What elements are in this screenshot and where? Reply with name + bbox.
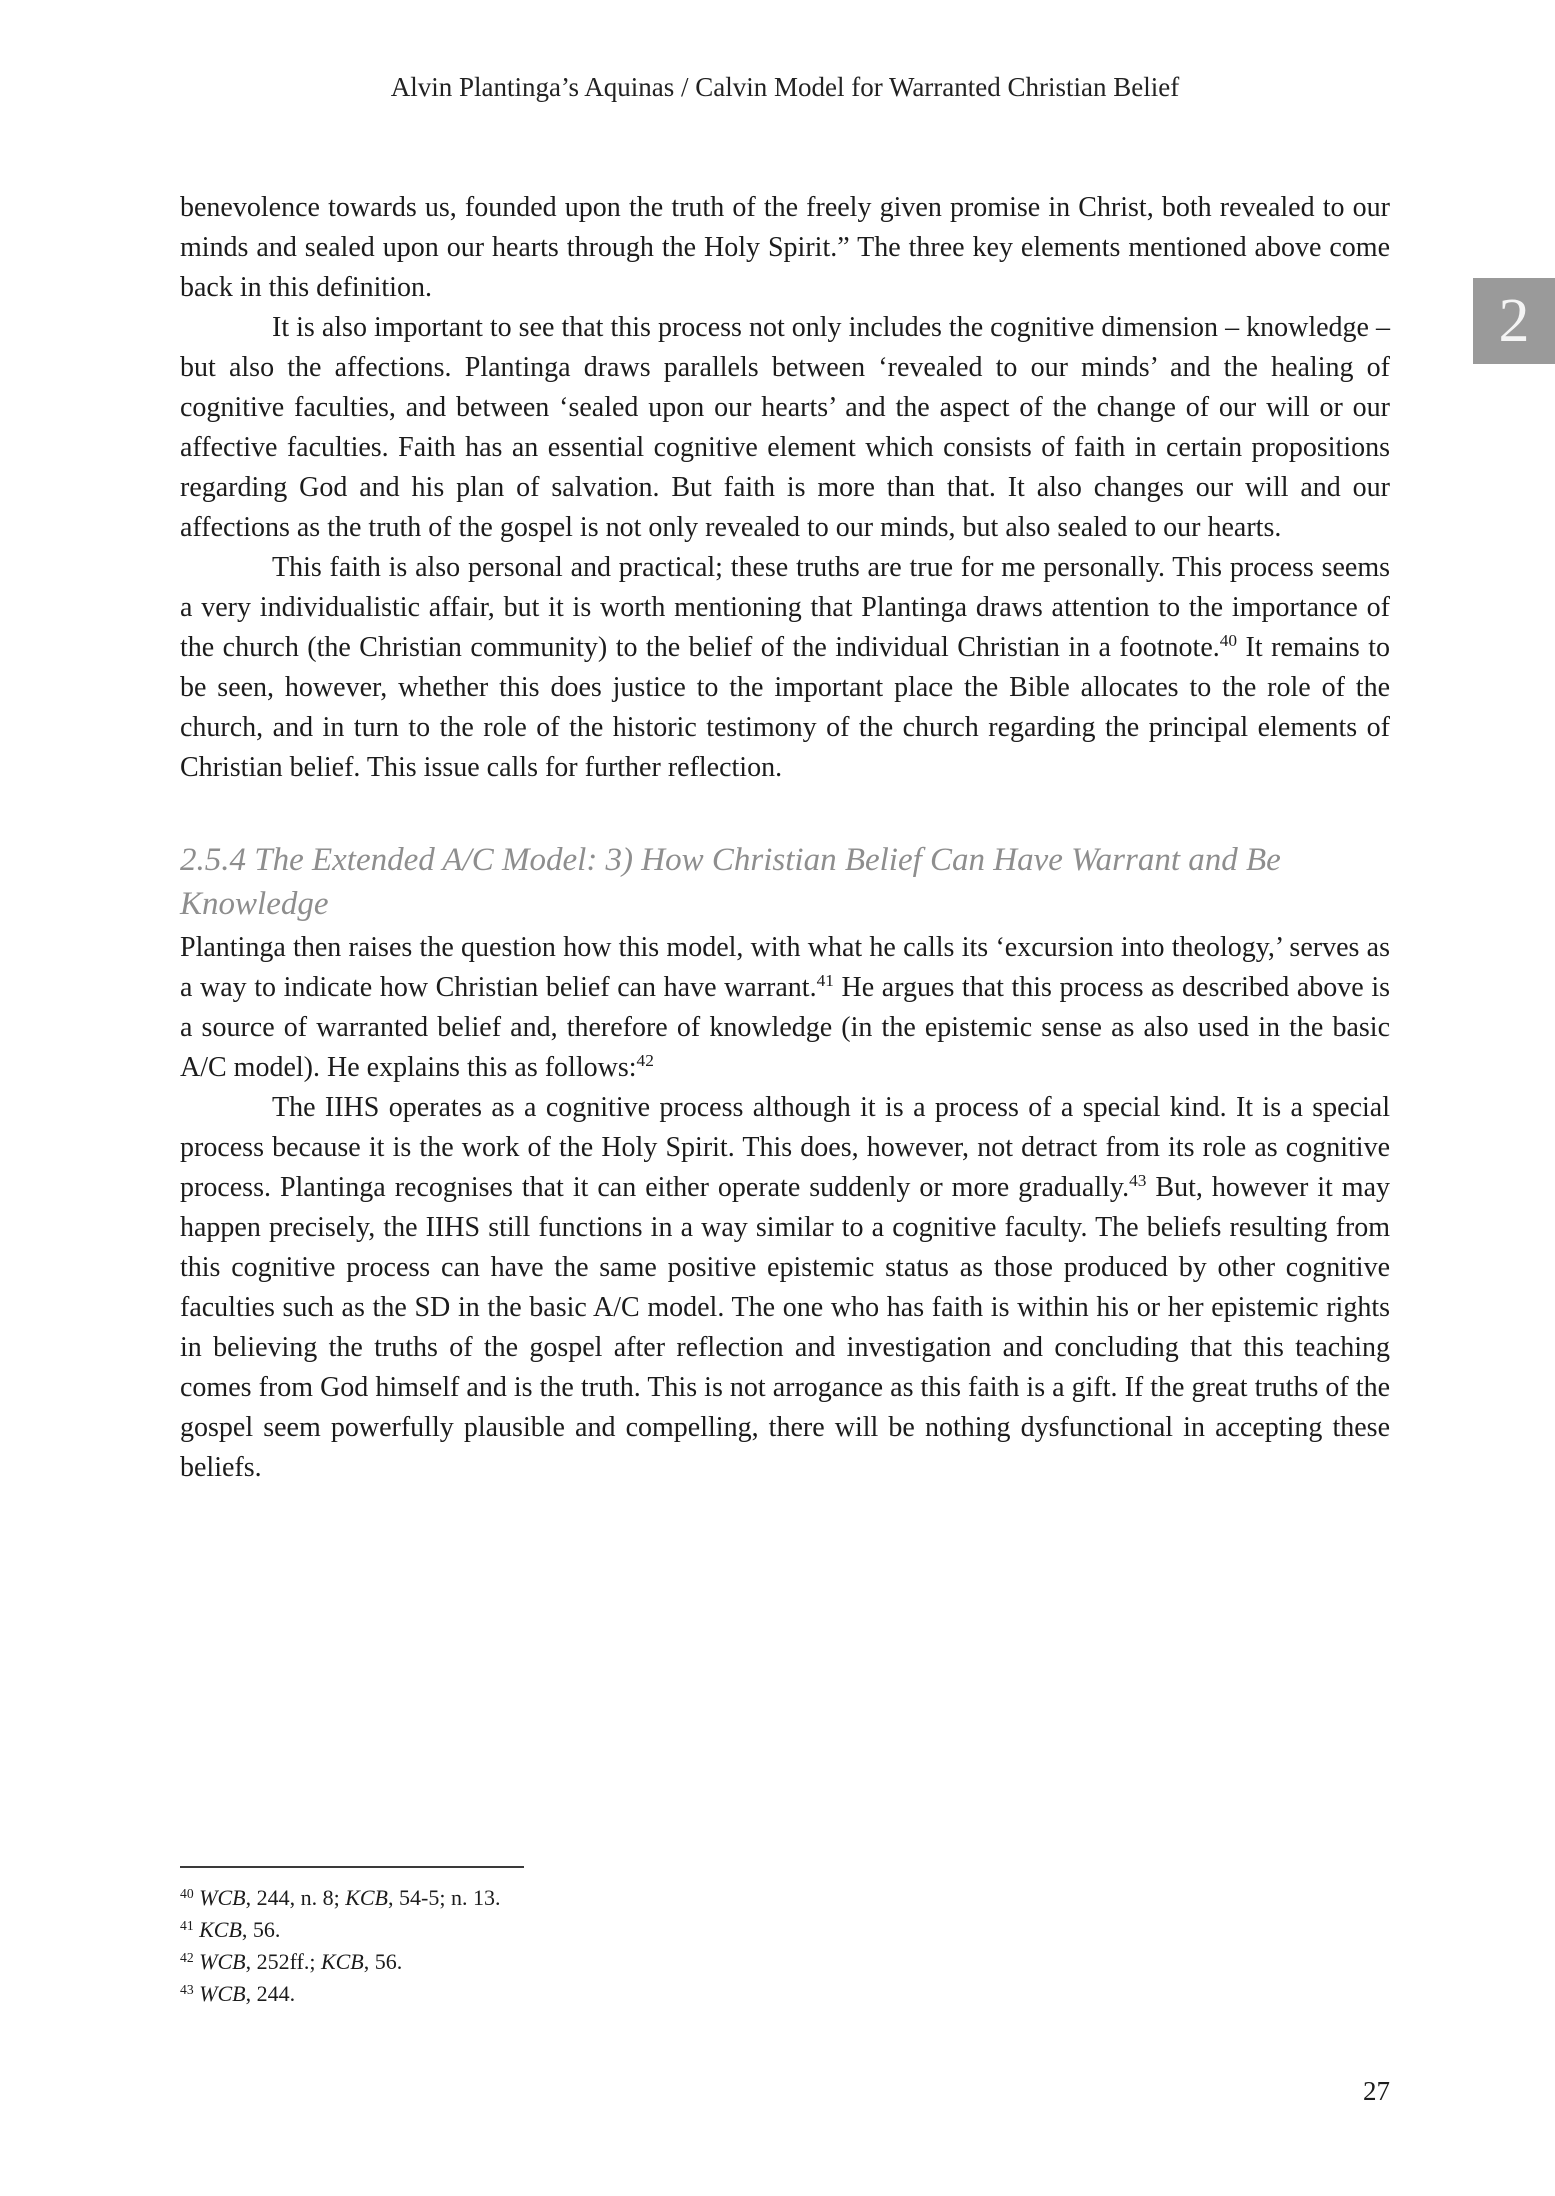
section-heading: 2.5.4 The Extended A/C Model: 3) How Christian Belief Can Have Warrant and Be Knowledge	[180, 842, 1281, 922]
page-number: 27	[1363, 2076, 1390, 2106]
body-paragraph-5: The IIHS operates as a cognitive process although it is a process of a special kind. It is a special process because it is the work of the Holy Spirit. This does, however, not detract from its role as cognitive process. Plantinga recognises that it can either operate suddenly or more gradually.$^{43}$ But, however it may happen precisely, the IIHS still functions in a way similar to a cognitive faculty. The beliefs resulting from this cognitive process can have the same positive epistemic status as those produced by other cognitive faculties such as the SD in the basic A/C model. The one who has faith is within his or her epistemic rights in believing the truths of the gospel after reflection and investigation and concluding that this teaching comes from God himself and is the truth. This is not arrogance as this faith is a gift. If the great truths of the gospel seem powerfully plausible and compelling, there will be nothing dysfunctional in accepting these beliefs.	[180, 1092, 1390, 1483]
body-text	[180, 188, 1390, 1488]
footnote-separator	[180, 1866, 524, 1868]
footnote-item-40: $^{40}$ WCB, 244, n. 8; KCB, 54-5; n. 13.	[180, 1885, 501, 1910]
body-paragraph-3: This faith is also personal and practical; these truths are true for me personally. This process seems a very individualistic affair, but it is worth mentioning that Plantinga draws attention to the importance of the church (the Christian community) to the belief of the individual Christian in a footnote.$^{40}$ It remains to be seen, however, whether this does justice to the important place the Bible allocates to the role of the church, and in turn to the role of the historic testimony of the church regarding the principal elements of Christian belief. This issue calls for further reflection.	[180, 552, 1390, 783]
footnote-item-43: $^{43}$ WCB, 244.	[180, 1981, 296, 2006]
chapter-number: 2	[1498, 287, 1530, 355]
body-paragraph-1: benevolence towards us, founded upon the truth of the freely given promise in Christ, both revealed to our minds and sealed upon our hearts through the Holy Spirit.” The three key elements mentioned above come back in this definition.	[180, 192, 1390, 303]
running-header: Alvin Plantinga’s Aquinas / Calvin Model for Warranted Christian Belief	[390, 72, 1180, 102]
body-paragraph-4: Plantinga then raises the question how this model, with what he calls its ‘excursion into theology,’ serves as a way to indicate how Christian belief can have warrant.$^{41}$ He argues that this process as described above is a source of warranted belief and, therefore of knowledge (in the epistemic sense as also used in the basic A/C model). He explains this as follows:$^{42}$	[180, 932, 1390, 1083]
footnote-item-41: $^{41}$ KCB, 56.	[180, 1917, 281, 1942]
footnote-item-42: $^{42}$ WCB, 252ff.; KCB, 56.	[180, 1949, 403, 1974]
footnotes-section	[180, 1866, 1390, 2010]
body-paragraph-2: It is also important to see that this process not only includes the cognitive dimension – knowledge – but also the affections. Plantinga draws parallels between ‘revealed to our minds’ and the healing of cognitive faculties, and between ‘sealed upon our hearts’ and the aspect of the change of our will or our affective faculties. Faith has an essential cognitive element which consists of faith in certain propositions regarding God and his plan of salvation. But faith is more than that. It also changes our will and our affections as the truth of the gospel is not only revealed to our minds, but also sealed to our hearts.	[180, 312, 1390, 543]
chapter-tab	[1473, 278, 1555, 364]
